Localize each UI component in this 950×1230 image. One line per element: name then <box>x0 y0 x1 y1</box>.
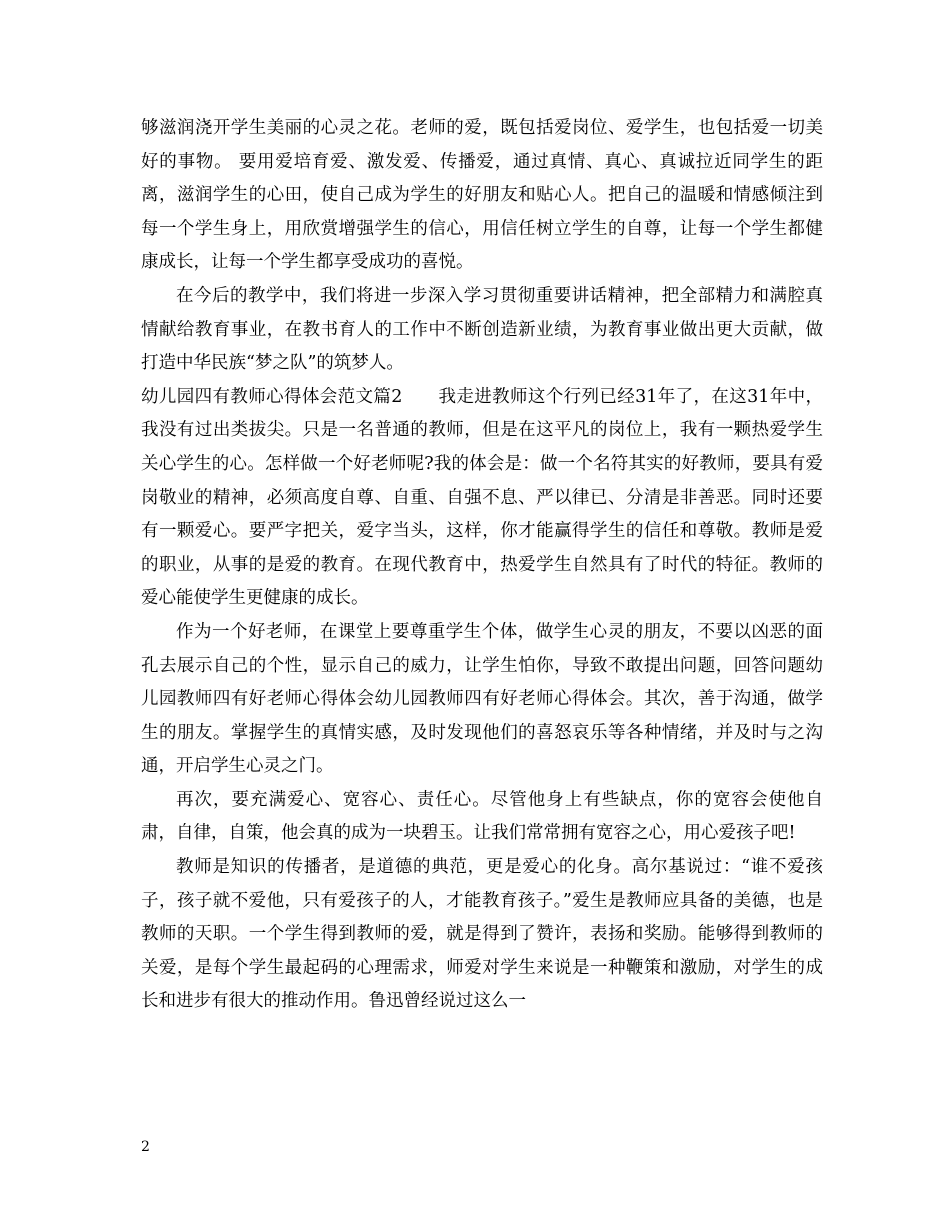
paragraph-1: 够滋润浇开学生美丽的心灵之花。老师的爱，既包括爱岗位、爱学生，也包括爱一切美好的事物。 要用爱培育爱、激发爱、传播爱，通过真情、真心、真诚拉近同学生的距离，滋润学生的心田，使自己成为学生的好朋友和贴心人。把自己的温暖和情感倾注到每一个学生身上，用欣赏增强学生的信心，用信任树立学生的自尊，让每一个学生都健康成长，让每一个学生都享受成功的喜悦。 <box>141 118 823 273</box>
body-text <box>141 112 823 1019</box>
paragraph-3: 幼儿园四有教师心得体会范文篇2 我走进教师这个行列已经31年了，在这31年中，我没有过出类拔尖。只是一名普通的教师，但是在这平凡的岗位上，我有一颗热爱学生关心学生的心。怎样做一个好老师呢?我的体会是：做一个名符其实的好教师，要具有爱岗敬业的精神，必须高度自尊、自重、自强不息、严以律已、分清是非善恶。同时还要有一颗爱心。要严字把关，爱字当头，这样，你才能赢得学生的信任和尊敬。教师是爱的职业，从事的是爱的教育。在现代教育中，热爱学生自然具有了时代的特征。教师的爱心能使学生更健康的成长。 <box>141 386 823 609</box>
paragraph-5: 再次，要充满爱心、宽容心、责任心。尽管他身上有些缺点，你的宽容会使他自肃，自律，自策，他会真的成为一块碧玉。让我们常常拥有宽容之心，用心爱孩子吧! <box>141 789 823 844</box>
page-number: 2 <box>141 1139 150 1155</box>
paragraph-4: 作为一个好老师，在课堂上要尊重学生个体，做学生心灵的朋友，不要以凶恶的面孔去展示自己的个性，显示自己的威力，让学生怕你，导致不敢提出问题，回答问题幼儿园教师四有好老师心得体会幼儿园教师四有好老师心得体会。其次，善于沟通，做学生的朋友。掌握学生的真情实感，及时发现他们的喜怒哀乐等各种情绪，并及时与之沟通，开启学生心灵之门。 <box>141 621 823 777</box>
paragraph-6: 教师是知识的传播者，是道德的典范，更是爱心的化身。高尔基说过：“谁不爱孩子，孩子就不爱他，只有爱孩子的人，才能教育孩子。”爱生是教师应具备的美德，也是教师的天职。一个学生得到教师的爱，就是得到了赞许，表扬和奖励。能够得到教师的关爱，是每个学生最起码的心理需求，师爱对学生来说是一种鞭策和激励，对学生的成长和进步有很大的推动作用。鲁迅曾经说过这么一 <box>141 857 823 1012</box>
paragraph-2: 在今后的教学中，我们将进一步深入学习贯彻重要讲话精神，把全部精力和满腔真情献给教育事业，在教书育人的工作中不断创造新业绩，为教育事业做出更大贡献，做打造中华民族“梦之队”的筑梦人。 <box>141 285 823 374</box>
